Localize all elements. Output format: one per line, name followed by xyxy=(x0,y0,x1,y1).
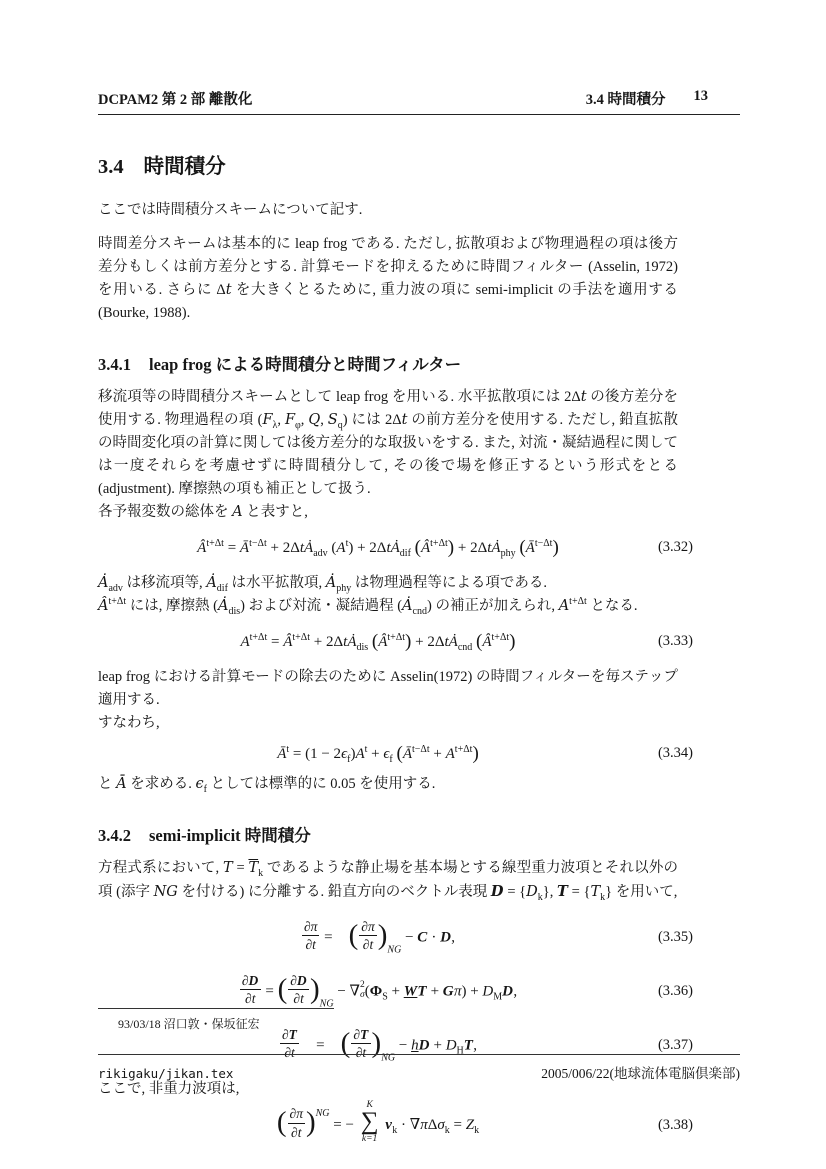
header-section-label: 3.4 時間積分 xyxy=(585,92,666,108)
equation-3-32-body: $Â^{t+\Delta t}$ = $Ā^{t-\Delta t}$ + 2ΔtȦ$_{adv}$ $(A^t)$ + 2ΔtȦ$_{dif}$ $(Â^{t+\Delta t})$ + 2ΔtȦ$_{phy}$ $(Ā^{t-\Delta t})$ xyxy=(197,537,559,559)
equation-3-35-body: $\frac{\partial\pi}{\partial t}$ = ( $\frac{\partial\pi}{\partial t}$ )$_{NG} - C \cdot D$, xyxy=(303,918,455,956)
equation-3-37-body: $\frac{\partial T}{\partial t}$ = ( $\frac{\partial T}{\partial t}$ )$_{NG}$ − hD + $D_HT$, xyxy=(281,1026,477,1064)
paragraph-342-body: 方程式系において, $T = \overline{T}_k$ であるような静止場を基本場とする線型重力波項とそれ以外の項 (添字 NG を付ける) に分離する. 鉛直方向のベクトル表現 $D = \{D_k\}$, $T = \{T_k\}$ を用いて, xyxy=(98,859,679,903)
equation-3-36 xyxy=(98,974,693,1010)
equation-3-38-number: (3.38) xyxy=(657,1116,693,1133)
subsection-number-341: 3.4.1 xyxy=(98,355,131,374)
equation-3-37-number: (3.37) xyxy=(657,1037,693,1054)
equation-3-36-number: (3.36) xyxy=(657,983,693,1000)
equation-3-34 xyxy=(98,743,693,765)
paragraph-after-333: leap frog における計算モードの除去のために Asselin(1972) の時間フィルターを毎ステップ適用する. xyxy=(98,668,678,708)
paragraph-intro-1: ここでは時間積分スキームについて記す. xyxy=(98,202,363,218)
paragraph-after-332-b: $Â^{t+\Delta t}$ には, 摩擦熱 $(Ȧ_{dis})$ および対流・凝結過程 $(Ȧ_{cnd})$ の補正が加えられ, $A^{t+\Delta t}$ となる. xyxy=(98,596,638,617)
paragraph-after-332-a: $Ȧ_{adv}$ は移流項等, $Ȧ_{dif}$ は水平拡散項, $Ȧ_{phy}$ は物理過程等による項である. xyxy=(98,574,548,594)
paragraph-after-334: と Ā を求める. $\epsilon_f$ としては標準的に 0.05 を使用する. xyxy=(98,775,436,795)
equation-3-38 xyxy=(98,1099,693,1148)
section-number: 3.4 xyxy=(98,156,124,178)
section-title: 時間積分 xyxy=(143,156,226,178)
footer-row xyxy=(98,1062,740,1082)
equation-3-36-body: $\frac{\partial D}{\partial t}$ = ( $\frac{\partial D}{\partial t}$ )$_{NG}$ − ∇ 2 σ ($\Phi_S$ + WT + $G\pi) + D_MD$, xyxy=(241,972,518,1010)
paragraph-341-lead: 各予報変数の総体を A と表すと, xyxy=(98,504,308,520)
subsection-heading-342 xyxy=(98,822,678,846)
equation-3-38-body: ( $\frac{\partial\pi}{\partial t}$ )$^{NG}$ = − K ∑ k=1 $v_k \cdot \nabla\pi\Delta\sigma_k = Z_k$ xyxy=(276,1099,480,1144)
equation-3-35 xyxy=(98,920,693,956)
equation-3-35-number: (3.35) xyxy=(657,929,693,946)
equation-3-34-body: $Ā^t = (1 - 2\epsilon_f)A^t + \epsilon_f$ $(Ā^{t-\Delta t} + A^{t+\Delta t})$ xyxy=(277,742,479,765)
footer-credit: 2005/006/22(地球流体電脳倶楽部) xyxy=(541,1066,740,1081)
header-left-title: DCPAM2 第 2 部 離散化 xyxy=(98,92,253,108)
section-heading xyxy=(98,149,740,179)
footnote-text: 93/03/18 沼口敦・保坂征宏 xyxy=(118,1017,260,1031)
paragraph-341-body: 移流項等の時間積分スキームとして leap frog を用いる. 水平拡散項には 2Δt の後方差分を使用する. 物理過程の項 ($F_\lambda$, $F_\varphi$, Q, $S_q$) には 2Δt の前方差分を使用する. ただし, 鉛直拡散の時間変化項の計算に関しては後方差分的な取扱いをする. また, 対流・凝結過程に関しては一度それらを考慮せずに時間積分して, その後で場を修正するという形式をとる (adjustment). 摩擦熱の項も補正として扱う. xyxy=(98,389,679,497)
subsection-heading-341 xyxy=(98,351,678,375)
equation-3-34-number: (3.34) xyxy=(657,745,693,762)
page-footer xyxy=(98,1054,740,1082)
paragraph-sunawachi: すなわち, xyxy=(98,714,160,731)
header-page-number: 13 xyxy=(693,88,708,104)
subsection-title-341: leap frog による時間積分と時間フィルター xyxy=(149,355,462,374)
equation-3-33-body: $A^{t+\Delta t}$ = $Â^{t+\Delta t}$ + 2ΔtȦ$_{dis}$ $(Â^{t+\Delta t})$ + 2ΔtȦ$_{cnd}$ $(Â^{t+\Delta t})$ xyxy=(240,630,516,653)
equation-3-33 xyxy=(98,631,693,653)
page-content xyxy=(98,88,740,1147)
equation-3-33-number: (3.33) xyxy=(657,633,693,650)
header-right xyxy=(586,88,740,109)
subsection-number-342: 3.4.2 xyxy=(98,825,131,845)
footnote-rule xyxy=(98,1008,334,1009)
header-rule xyxy=(98,114,740,115)
footnote-block xyxy=(98,1008,678,1032)
page-header xyxy=(98,88,740,109)
equation-3-32 xyxy=(98,537,693,559)
paragraph-intro-2: 時間差分スキームは基本的に leap frog である. ただし, 拡散項および物理過程の項は後方差分もしくは前方差分とする. 計算モードを抑えるために時間フィルター (Asselin, 1972) を用いる. さらに Δt を大きくとるために, 重力波の項に semi-implicit の手法を適用する (Bourke, 1988). xyxy=(98,236,678,321)
paragraph-koko: ここで, 非重力波項は, xyxy=(98,1080,240,1097)
footer-rule xyxy=(98,1054,740,1055)
equation-3-32-number: (3.32) xyxy=(657,539,693,556)
subsection-title-342: semi-implicit 時間積分 xyxy=(149,825,311,845)
footer-filename: rikigaku/jikan.tex xyxy=(98,1066,234,1081)
